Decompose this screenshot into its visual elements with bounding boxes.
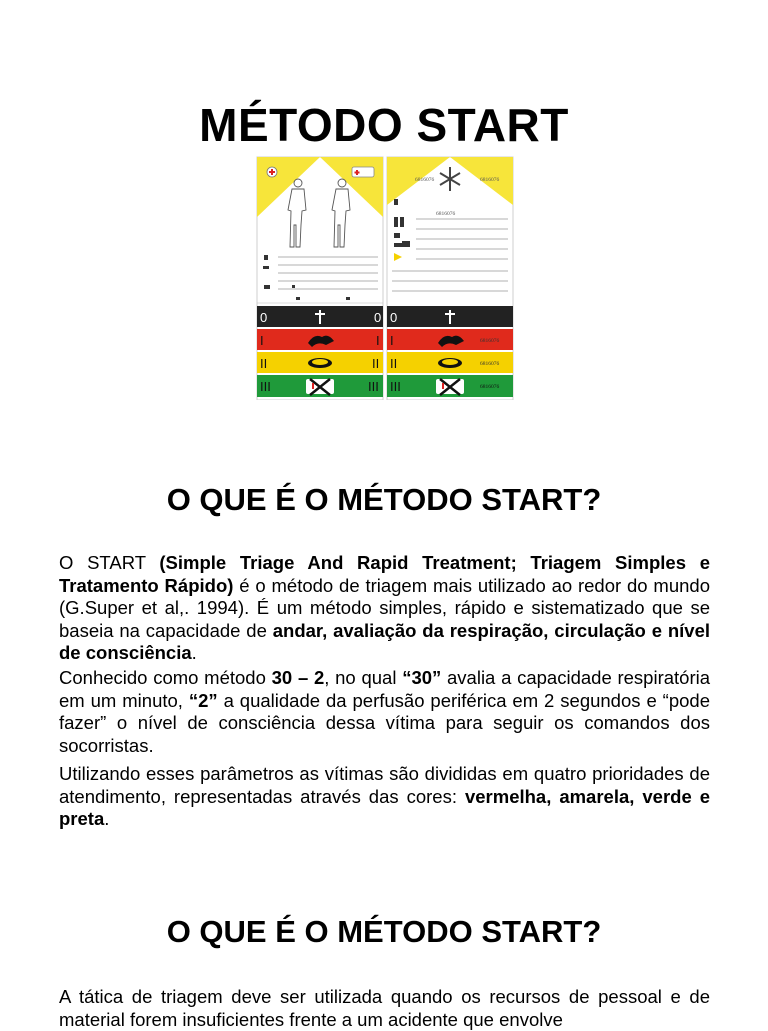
band-numeral: I	[260, 333, 264, 348]
band-code: 6816076	[480, 338, 500, 344]
band-numeral: II	[390, 356, 398, 371]
band-green-right	[387, 375, 513, 397]
paragraph-4: A tática de triagem deve ser utilizada quando os recursos de pessoal e de material forem insuficientes frente a um acidente que envolve	[59, 986, 710, 1030]
tag-code-3: 6816076	[436, 211, 456, 217]
tag-code-2: 6816076	[480, 177, 500, 183]
band-numeral: I	[376, 333, 380, 348]
band-numeral: 0	[260, 310, 268, 325]
band-yellow-left	[257, 352, 383, 373]
band-yellow-right	[387, 352, 513, 373]
paragraph-2: Conhecido como método 30 – 2, no qual “30” avalia a capacidade respiratória em um minuto, “2” a qualidade da perfusão periférica em 2 segundos e “pode fazer” o nível de consciência dessa vítima para seguir os comandos dos socorristas.	[59, 667, 711, 756]
paragraph-1: O START (Simple Triage And Rapid Treatment; Triagem Simples e Tratamento Rápido) é o método de triagem mais utilizado ao redor do mundo (G.Super et al,. 1994). É um método simples, rápido e sistematizado que se baseia na capacidade de andar, avaliação da respiração, circulação e nível de consciência.	[59, 552, 710, 663]
band-red-right	[387, 329, 513, 350]
band-numeral: III	[260, 379, 271, 394]
band-code: 6816076	[480, 361, 500, 367]
page-title: MÉTODO START	[199, 99, 569, 151]
band-numeral: 0	[374, 310, 382, 325]
band-numeral: 0	[390, 310, 398, 325]
triage-tag-image	[256, 155, 514, 400]
band-code: 6816076	[480, 384, 500, 390]
band-numeral: III	[390, 379, 401, 394]
band-numeral: I	[390, 333, 394, 348]
paragraph-3: Utilizando esses parâmetros as vítimas são divididas em quatro prioridades de atendimento, representadas através das cores: vermelha, amarela, verde e preta.	[59, 763, 711, 829]
band-numeral: III	[368, 379, 379, 394]
triage-tag-illustration	[256, 155, 514, 400]
tag-code-1: 6816076	[415, 177, 435, 183]
section-heading-2: O QUE É O MÉTODO START?	[166, 914, 602, 949]
band-red-left	[257, 329, 383, 350]
band-black-right	[387, 306, 513, 327]
band-numeral: II	[372, 356, 380, 371]
band-numeral: II	[260, 356, 268, 371]
band-green-left	[257, 375, 383, 397]
section-heading-1: O QUE É O MÉTODO START?	[166, 482, 602, 517]
band-black-left	[257, 306, 383, 327]
